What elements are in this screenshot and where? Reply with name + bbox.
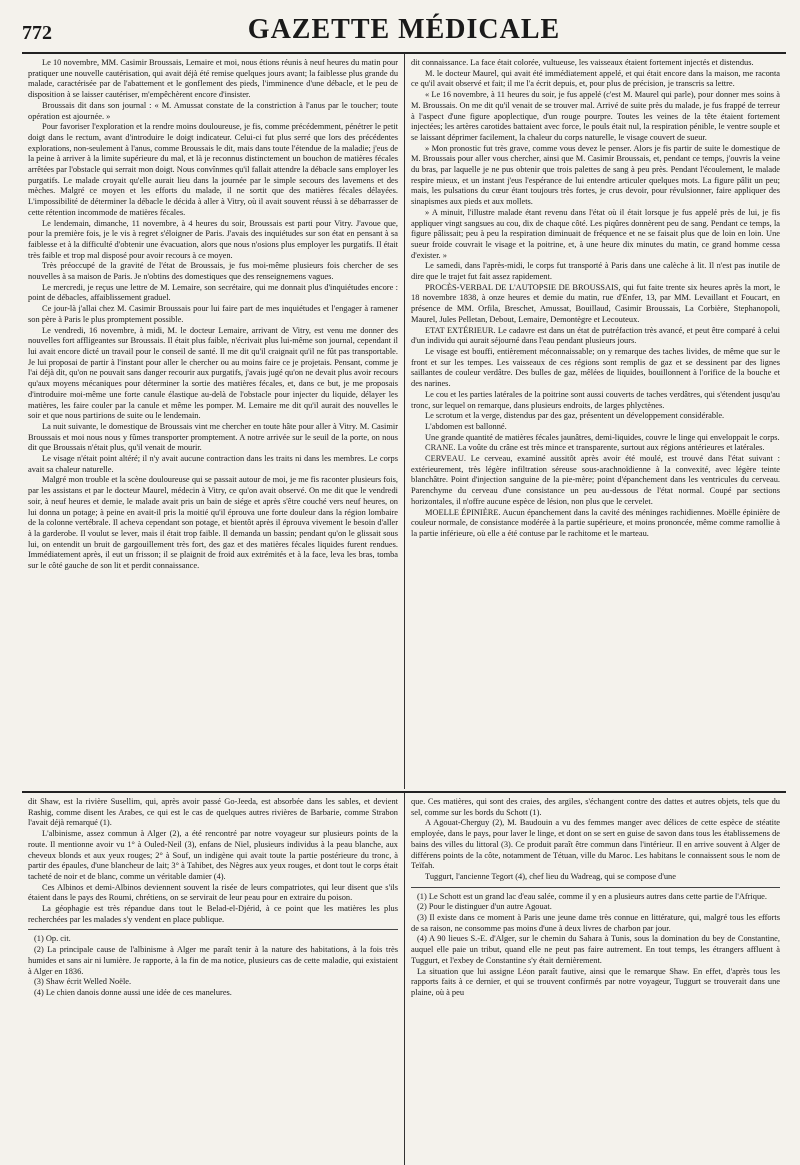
paragraph: Très préoccupé de la gravité de l'état de Broussais, je fus moi-même plusieurs fois chercher de ses nouvelles à sa maison de Paris. Je n'obtins des domestiques que des renseignemens vagues. xyxy=(28,261,398,282)
paragraph: dit connaissance. La face était colorée, vultueuse, les vaisseaux étaient fortement injectés et distendus. xyxy=(411,58,754,67)
paragraph: Le cou et les parties latérales de la poitrine sont aussi couverts de taches verdâtres, qui s'étendent jusqu'au tronc, sur lequel on remarque, dans plusieurs endroits, de larges phlyctènes. xyxy=(411,389,780,410)
footnotes xyxy=(28,934,398,998)
paragraph: L'albinisme, assez commun à Alger (2), a été rencontré par notre voyageur sur plusieurs points de la route. Il mentionne avoir vu 1° à Ouled-Neil (3), enfans de Niel, plusieurs individus à la peau blanche, aux cheveux blonds et aux yeux rouges; 2° à Souf, un indigène qui avait toute la partie postérieure du tronc, à partir des épaules, d'une blancheur de lait; 3° à Tahibet, des Nègres aux yeux rouges, et dont tout le corps était tacheté de noir et de blanc, comme un véritable damier (4). xyxy=(28,829,398,881)
paragraph: M. le docteur Maurel, qui avait été immédiatement appelé, et qui était encore dans la maison, me raconta ce qu'il avait observé et fait; il me l'a écrit depuis, et, pour plus de précision, je transcris sa lettre. xyxy=(411,68,780,89)
paragraph: « Le 16 novembre, à 11 heures du soir, je fus appelé (c'est M. Maurel qui parle), pour donner mes soins à M. Broussais. On me dit qu'il venait de se trouver mal. Arrivé de suite près du malade, je fus frappé de terreur à l'aspect d'une figure apoplectique, d'un rouge pourpre. Toutes les veines de la tête étaient fortement injectées; les artères carotides battaient avec force, le pouls était nul, la respiration pénible, le ventre souple et se laissant déprimer facilement, la chaleur du corps naturelle, le visage couvert de sueur. xyxy=(411,90,780,142)
page-number: 772 xyxy=(22,22,52,44)
paragraph: Le 10 novembre, MM. Casimir Broussais, Lemaire et moi, nous étions réunis à neuf heures du matin pour pratiquer une nouvelle cautérisation, qui avait déjà été remise quelques jours avant; la faiblesse plus grande du malade, caractérisée par de l'abattement et le gonflement des pieds, l'imminence d'une débacle, et le peu de disposition à se laisser cautériser, m'empêchèrent encore d'insister. xyxy=(28,58,399,100)
paragraph: CRANE. La voûte du crâne est très mince et transparente, surtout aux régions antérieures et latérales. xyxy=(425,443,765,453)
footnote: (3) Shaw écrit Welled Noële. xyxy=(34,977,132,987)
lower-right-column xyxy=(404,793,786,1165)
paragraph: CERVEAU. Le cerveau, examiné aussitôt après avoir été moulé, est trouvé dans l'état suivant : extérieurement, très légère infiltration séreuse sous-arachnoïdienne à la convexité, avec légère teinte blanchâtre. Point d'injection sanguine de la pie-mère; point d'épanchement dans les ventricules du cerveau. Parenchyme du cerveau d'une consistance un peu au-dessous de l'état normal. Coupé par sections horizontales, il n'offre aucune espèce de lésion, non plus que le cervelet. xyxy=(411,454,780,506)
paragraph: Tuggurt, l'ancienne Tegort (4), chef lieu du Wadreag, qui se compose d'une xyxy=(425,871,676,881)
lower-section xyxy=(22,791,786,1165)
paragraph: » A minuit, l'illustre malade étant revenu dans l'état où il était lorsque je fus appelé près de lui, je fis appliquer vingt sangsues au cou, dix de chaque côté. Les piqûres donnèrent peu de sang. Pendant ce temps, la figure pâlissait; peu à peu la respiration diminuait de fréquence et ne se faisait plus que de loin en loin. Une sueur froide couvrait le visage et la poitrine, et, à une heure dix minutes du matin, ce grand homme cessa d'exister. » xyxy=(411,207,780,260)
paragraph: MOELLE ÉPINIÈRE. Aucun épanchement dans la cavité des méninges rachidiennes. Moëlle épinière de couleur normale, de consistance modérée à la partie supérieure, et moins prononcée, même comme ramollie à la partie inférieure, où elle a été contuse par le rachitome et le marteau. xyxy=(411,507,780,538)
paragraph: Le mercredi, je reçus une lettre de M. Lemaire, son secrétaire, qui me donnait plus d'inquiétudes encore : point de débacles, affaiblissement graduel. xyxy=(28,282,398,303)
footnote-divider xyxy=(411,887,780,888)
paragraph: ETAT EXTÉRIEUR. Le cadavre est dans un état de putréfaction très avancé, et peut être comparé à celui d'un individu qui aurait séjourné dans l'eau pendant plusieurs jours. xyxy=(411,325,780,346)
footnote: (1) Op. cit. xyxy=(34,934,71,944)
paragraph: L'abdomen est ballonné. xyxy=(425,421,507,431)
footnote: La situation que lui assigne Léon paraît fautive, ainsi que le remarque Shaw. En effet, d'après tous les rapports faits à ce dernier, et qui se trouvent confirmés par notre voyageur, Tuggurt se trouverait dans une plaine, où à peu xyxy=(411,966,780,997)
paragraph: Pour favoriser l'exploration et la rendre moins douloureuse, je fis, comme précédemment, pénétrer le petit doigt dans le rectum, avant d'introduire le doigt indicateur. Celui-ci fut plus serré que lors des précédentes explorations, non-seulement à l'anus, comme Broussais le dit, mais dans toute l'étendue de la maladie; j'eus de la peine à arriver à la limite supérieure du mal, et là je reconnus distinctement un bouchon de matières fécales arrêtées par l'obstacle qui serrait mon doigt. Nous convînmes qu'il fallait attendre la débacle sans employer les purgatifs. Le malade croyait qu'elle aurait lieu dans la journée par le simple secours des lavemens et des mèches. Malgré ce moyen et les efforts du malade, il ne sortit que des matières fécales délayées. L'impossibilité de déterminer la débacle le décida à aller à Vitry, où il avait souvent réussi à se débarrasser de cette rétention incommode de matières fécales. xyxy=(28,122,398,217)
footnote: (4) A 90 lieues S.-E. d'Alger, sur le chemin du Sahara à Tunis, sous la domination du bey de Constantine, auquel elle paie un tribut, quand elle ne peut pas faire autrement. En tout temps, les étrangers affluent à Tuggurt, et l'exbey de Constantine s'y était dernièrement. xyxy=(411,934,780,965)
paragraph: Malgré mon trouble et la scène douloureuse qui se passait autour de moi, je me fis raconter plusieurs fois, par les assistans et par le docteur Maurel, médecin à Vitry, ce qu'on avait observé. On me dit que le vendredi soir, à neuf heures et demie, le malade avait pris un bain de siége et après s'être couché vers neuf heures, on lui donna un potage; à peine en avait-il pris la moitié qu'il éprouva une forte douleur dans la région lombaire de la colonne vertébrale. Il acheva cependant son potage, et bientôt après il éprouva vivement le besoin d'aller à la garderobe. Il voulut se lever, mais il était trop faible. Il demanda un bassin; pendant qu'on le glissait sous lui, on entendit un bruit de gargouillement très fort, des gaz et des matières fécales liquides furent rendues. Immédiatement après, il eut un frisson; il se plaignit de froid aux extrémités et à la face, leva les bras, tomba sur le côté gauche de son lit et perdit connaissance. xyxy=(28,475,398,571)
paragraph: La nuit suivante, le domestique de Broussais vint me chercher en toute hâte pour aller à Vitry. M. Casimir Broussais et moi nous nous y fûmes transporter promptement. A notre arrivée sur le seuil de la porte, on nous dit que Broussais n'était plus, qu'il venait de mourir. xyxy=(28,421,398,453)
upper-section xyxy=(22,54,786,789)
paragraph: Le vendredi, 16 novembre, à midi, M. le docteur Lemaire, arrivant de Vitry, est venu me donner des nouvelles fort affligeantes sur Broussais. Il était plus faible, n'écrivait plus lui-même son journal, cependant il lui avait encore dicté un travail pour le conseil de santé. Il me dit qu'il craignait qu'il ne fût pas transportable. Je lui proposai de partir à l'instant pour aller le chercher ou au moins faire ce je projetais. Pensant, comme je l'ai déjà dit, qu'on ne pouvait sans danger recourir aux purgatifs, j'avais jugé qu'on ne devait plus avoir recours qu'aux moyens mécaniques pour déterminer la sortie des matières fécales, et, dans ce but, je me proposais d'introduire moi-même une forte canule élastique au-delà de l'obstacle pour injecter du liquide, délayer les matières, les faire couler par la canule et même les pomper. M. Lemaire me dit qu'il aurait des nouvelles le soir et que nous partirions de suite ou le lendemain. xyxy=(28,325,398,421)
page-header xyxy=(22,8,786,54)
footnote: (2) Pour le distinguer d'un autre Agouat. xyxy=(417,902,552,912)
upper-left-column xyxy=(22,54,404,789)
paragraph: Ces Albinos et demi-Albinos deviennent souvent la risée de leurs compatriotes, qui leur disent que s'ils étaient dans le pays des Roumi, chrétiens, on se servirait de leur peau pour en extraire du poison. xyxy=(28,882,398,903)
paragraph: Le scrotum et la verge, distendus par des gaz, présentent un développement considérable. xyxy=(425,411,725,421)
footnote: (2) La principale cause de l'albinisme à Alger me paraît tenir à la nature des habitations, à la fois très humides et sans air ni lumière. Je rapporte, à la fin de ma notice, plusieurs cas de cette maladie, qui existaient à Alger en 1836. xyxy=(28,945,398,976)
paragraph: Ce jour-là j'allai chez M. Casimir Broussais pour lui faire part de mes inquiétudes et l'engager à ramener son père à Paris le plus promptement possible. xyxy=(28,304,398,324)
paragraph: Une grande quantité de matières fécales jaunâtres, demi-liquides, couvre le linge qui enveloppait le corps. xyxy=(425,432,780,442)
paragraph: Le visage n'était point altéré; il n'y avait aucune contraction dans les traits ni dans les membres. Le corps avait sa chaleur naturelle. xyxy=(28,454,398,474)
paragraph: A Agouat-Cherguy (2), M. Baudouin a vu des femmes manger avec délices de cette espèce de stéatite employée, dans le pays, pour laver le linge, et dont on se sert en guise de savon dans tous les établissemens de bains des villes du littoral (3). Ce produit paraît être commun dans l'intérieur. Il en arrive souvent à Alger de différens points de la côte, notamment de Tétuan, ville du Maroc. Les habitans le connaissent sous le nom de Teïfah. xyxy=(411,818,780,871)
footnote: (4) Le chien danois donne aussi une idée de ces manelures. xyxy=(34,987,232,997)
journal-title: GAZETTE MÉDICALE xyxy=(247,14,561,45)
lower-left-column xyxy=(22,793,404,1165)
footnote: (3) Il existe dans ce moment à Paris une jeune dame très connue en littérature, qui, malgré tous les efforts de sa raison, ne consomme pas moins d'une à deux livres de charbon par jour. xyxy=(411,913,780,933)
paragraph: » Mon pronostic fut très grave, comme vous devez le penser. Alors je fis partir de suite le domestique de M. Broussais pour aller vous chercher, ainsi que M. Casimir Broussais, et, pendant ce temps, j'ouvris la veine du bras, par laquelle je ne pus obtenir que trois palettes de sang à peu près. Pendant l'écoulement, le malade respire mieux, et un instant j'eus l'espérance de lui entendre articuler quelques mots. La figure pâlit un peu; mais, les pulsations du cœur étant toujours très fortes, je crus devoir, pour révulsionner, faire appliquer des sinapismes aux pieds et aux mollets. xyxy=(411,143,780,207)
paragraph: Le lendemain, dimanche, 11 novembre, à 4 heures du soir, Broussais est parti pour Vitry. J'avoue que, pour la première fois, je le vis à regret s'éloigner de Paris. J'avais des inquiétudes sur son état en pensant à sa faiblesse et à la difficulté d'obtenir une évacuation, alors que nous n'osions plus employer les purgatifs. Il était très faible et trop mal disposé pour avoir recours à ce moyen. xyxy=(28,218,398,260)
footnote: (1) Le Schott est un grand lac d'eau salée, comme il y en a plusieurs autres dans cette partie de l'Afrique. xyxy=(417,891,767,901)
upper-right-column xyxy=(404,54,786,789)
paragraph: Le visage est bouffi, entièrement méconnaissable; on y remarque des taches livides, de même que sur le front et sur les tempes. Les vaisseaux de ces régions sont remplis de gaz et se dessinent par des lignes saillantes de couleur verdâtre. Des bulles de gaz, mêlées de liquides, bouillonnent à l'orifice de la bouche et des narines. xyxy=(411,346,780,389)
paragraph: dit Shaw, est la rivière Susellim, qui, après avoir passé Go-Jeeda, est absorbée dans les sables, et devient Rashig, comme disent les Arabes, ce qui est le cas de quelques autres rivières de Barbarie, comme Strabon l'avait déjà remarqué (1). xyxy=(28,797,398,828)
paragraph: La géophagie est très répandue dans tout le Belad-el-Djérid, à ce point que les matières les plus recherchées par les malades s'y vendent en place publique. xyxy=(28,904,398,924)
footnote-divider xyxy=(28,929,398,930)
paragraph: Le samedi, dans l'après-midi, le corps fut transporté à Paris dans une calèche à lit. Il n'est pas inutile de dire que le trajet fut fait assez rapidement. xyxy=(411,261,780,282)
paragraph: PROCÈS-VERBAL DE L'AUTOPSIE DE BROUSSAIS, qui fut faite trente six heures après la mort, le 18 novembre 1838, à onze heures et demie du matin, rue d'Enfer, 13, par MM. Levaillant et Foucart, en présence de MM. Orfila, Breschet, Amussat, Bouillaud, Casimir Broussais, La Corbière, Stephanopoli, Maurel, Jules Pelletan, Debout, Lemaire, Demontègre et Lecouteux. xyxy=(411,282,780,324)
paragraph: Broussais dit dans son journal : « M. Amussat constate de la constriction à l'anus par le toucher; toute opération est ajournée. » xyxy=(28,100,398,121)
paragraph: que. Ces matières, qui sont des craies, des argiles, s'échangent contre des dattes et autres objets, tels que du sel, comme sur les bords du Schott (1). xyxy=(411,797,780,817)
footnotes xyxy=(411,892,780,999)
